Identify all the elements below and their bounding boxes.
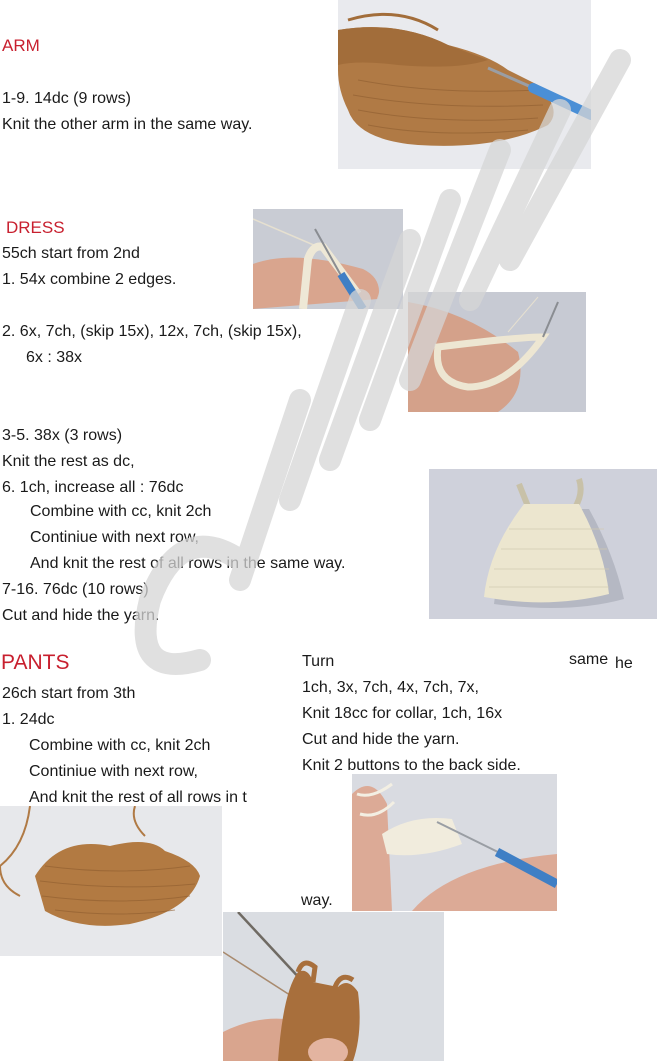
photo-icon	[253, 209, 403, 309]
photo-icon	[429, 469, 657, 619]
dress-line: Cut and hide the yarn.	[2, 607, 160, 624]
dress-line: 6. 1ch, increase all : 76dc	[2, 479, 184, 496]
photo-icon	[338, 0, 591, 169]
arm-line: Knit the other arm in the same way.	[2, 116, 253, 133]
dress-photo-finished	[429, 469, 657, 619]
pants-right-line: Turn	[302, 653, 335, 670]
pants-photo-collar	[352, 774, 557, 911]
pants-line: And knit the rest of all rows in t	[29, 789, 247, 806]
arm-photo	[338, 0, 591, 169]
pants-line: 26ch start from 3th	[2, 685, 136, 702]
pants-line: Combine with cc, knit 2ch	[29, 737, 211, 754]
photo-icon	[0, 806, 222, 956]
dress-heading: DRESS	[6, 218, 65, 237]
dress-line: 3-5. 38x (3 rows)	[2, 427, 123, 444]
arm-line: 1-9. 14dc (9 rows)	[2, 90, 131, 107]
pants-right-line: Knit 18cc for collar, 1ch, 16x	[302, 705, 503, 722]
pants-line: Continiue with next row,	[29, 763, 198, 780]
dress-line: Continiue with next row,	[30, 529, 199, 546]
pants-right-line: 1ch, 3x, 7ch, 4x, 7ch, 7x,	[302, 679, 479, 696]
dress-line: 2. 6x, 7ch, (skip 15x), 12x, 7ch, (skip 15x),	[2, 323, 302, 340]
stray-text-same: same	[569, 651, 609, 668]
pants-photo-piece	[0, 806, 222, 956]
pants-line: 1. 24dc	[2, 711, 55, 728]
dress-photo-loop	[408, 292, 586, 412]
photo-icon	[223, 912, 444, 1061]
dress-line: 1. 54x combine 2 edges.	[2, 271, 177, 288]
dress-line: Knit the rest as dc,	[2, 453, 135, 470]
dress-line: Combine with cc, knit 2ch	[30, 503, 212, 520]
pants-right-line: Cut and hide the yarn.	[302, 731, 460, 748]
stray-text-way: way.	[301, 892, 333, 909]
dress-photo-chain	[253, 209, 403, 309]
dress-line: And knit the rest of all rows in the same way.	[30, 555, 346, 572]
photo-icon	[408, 292, 586, 412]
pants-photo-loops	[223, 912, 444, 1061]
pants-heading: PANTS	[1, 651, 70, 674]
pants-right-line: Knit 2 buttons to the back side.	[302, 757, 521, 774]
stray-text-he: he	[615, 655, 633, 672]
photo-icon	[352, 774, 557, 911]
dress-line: 6x : 38x	[26, 349, 83, 366]
dress-line: 55ch start from 2nd	[2, 245, 140, 262]
arm-heading: ARM	[2, 36, 40, 55]
dress-line: 7-16. 76dc (10 rows)	[2, 581, 149, 598]
